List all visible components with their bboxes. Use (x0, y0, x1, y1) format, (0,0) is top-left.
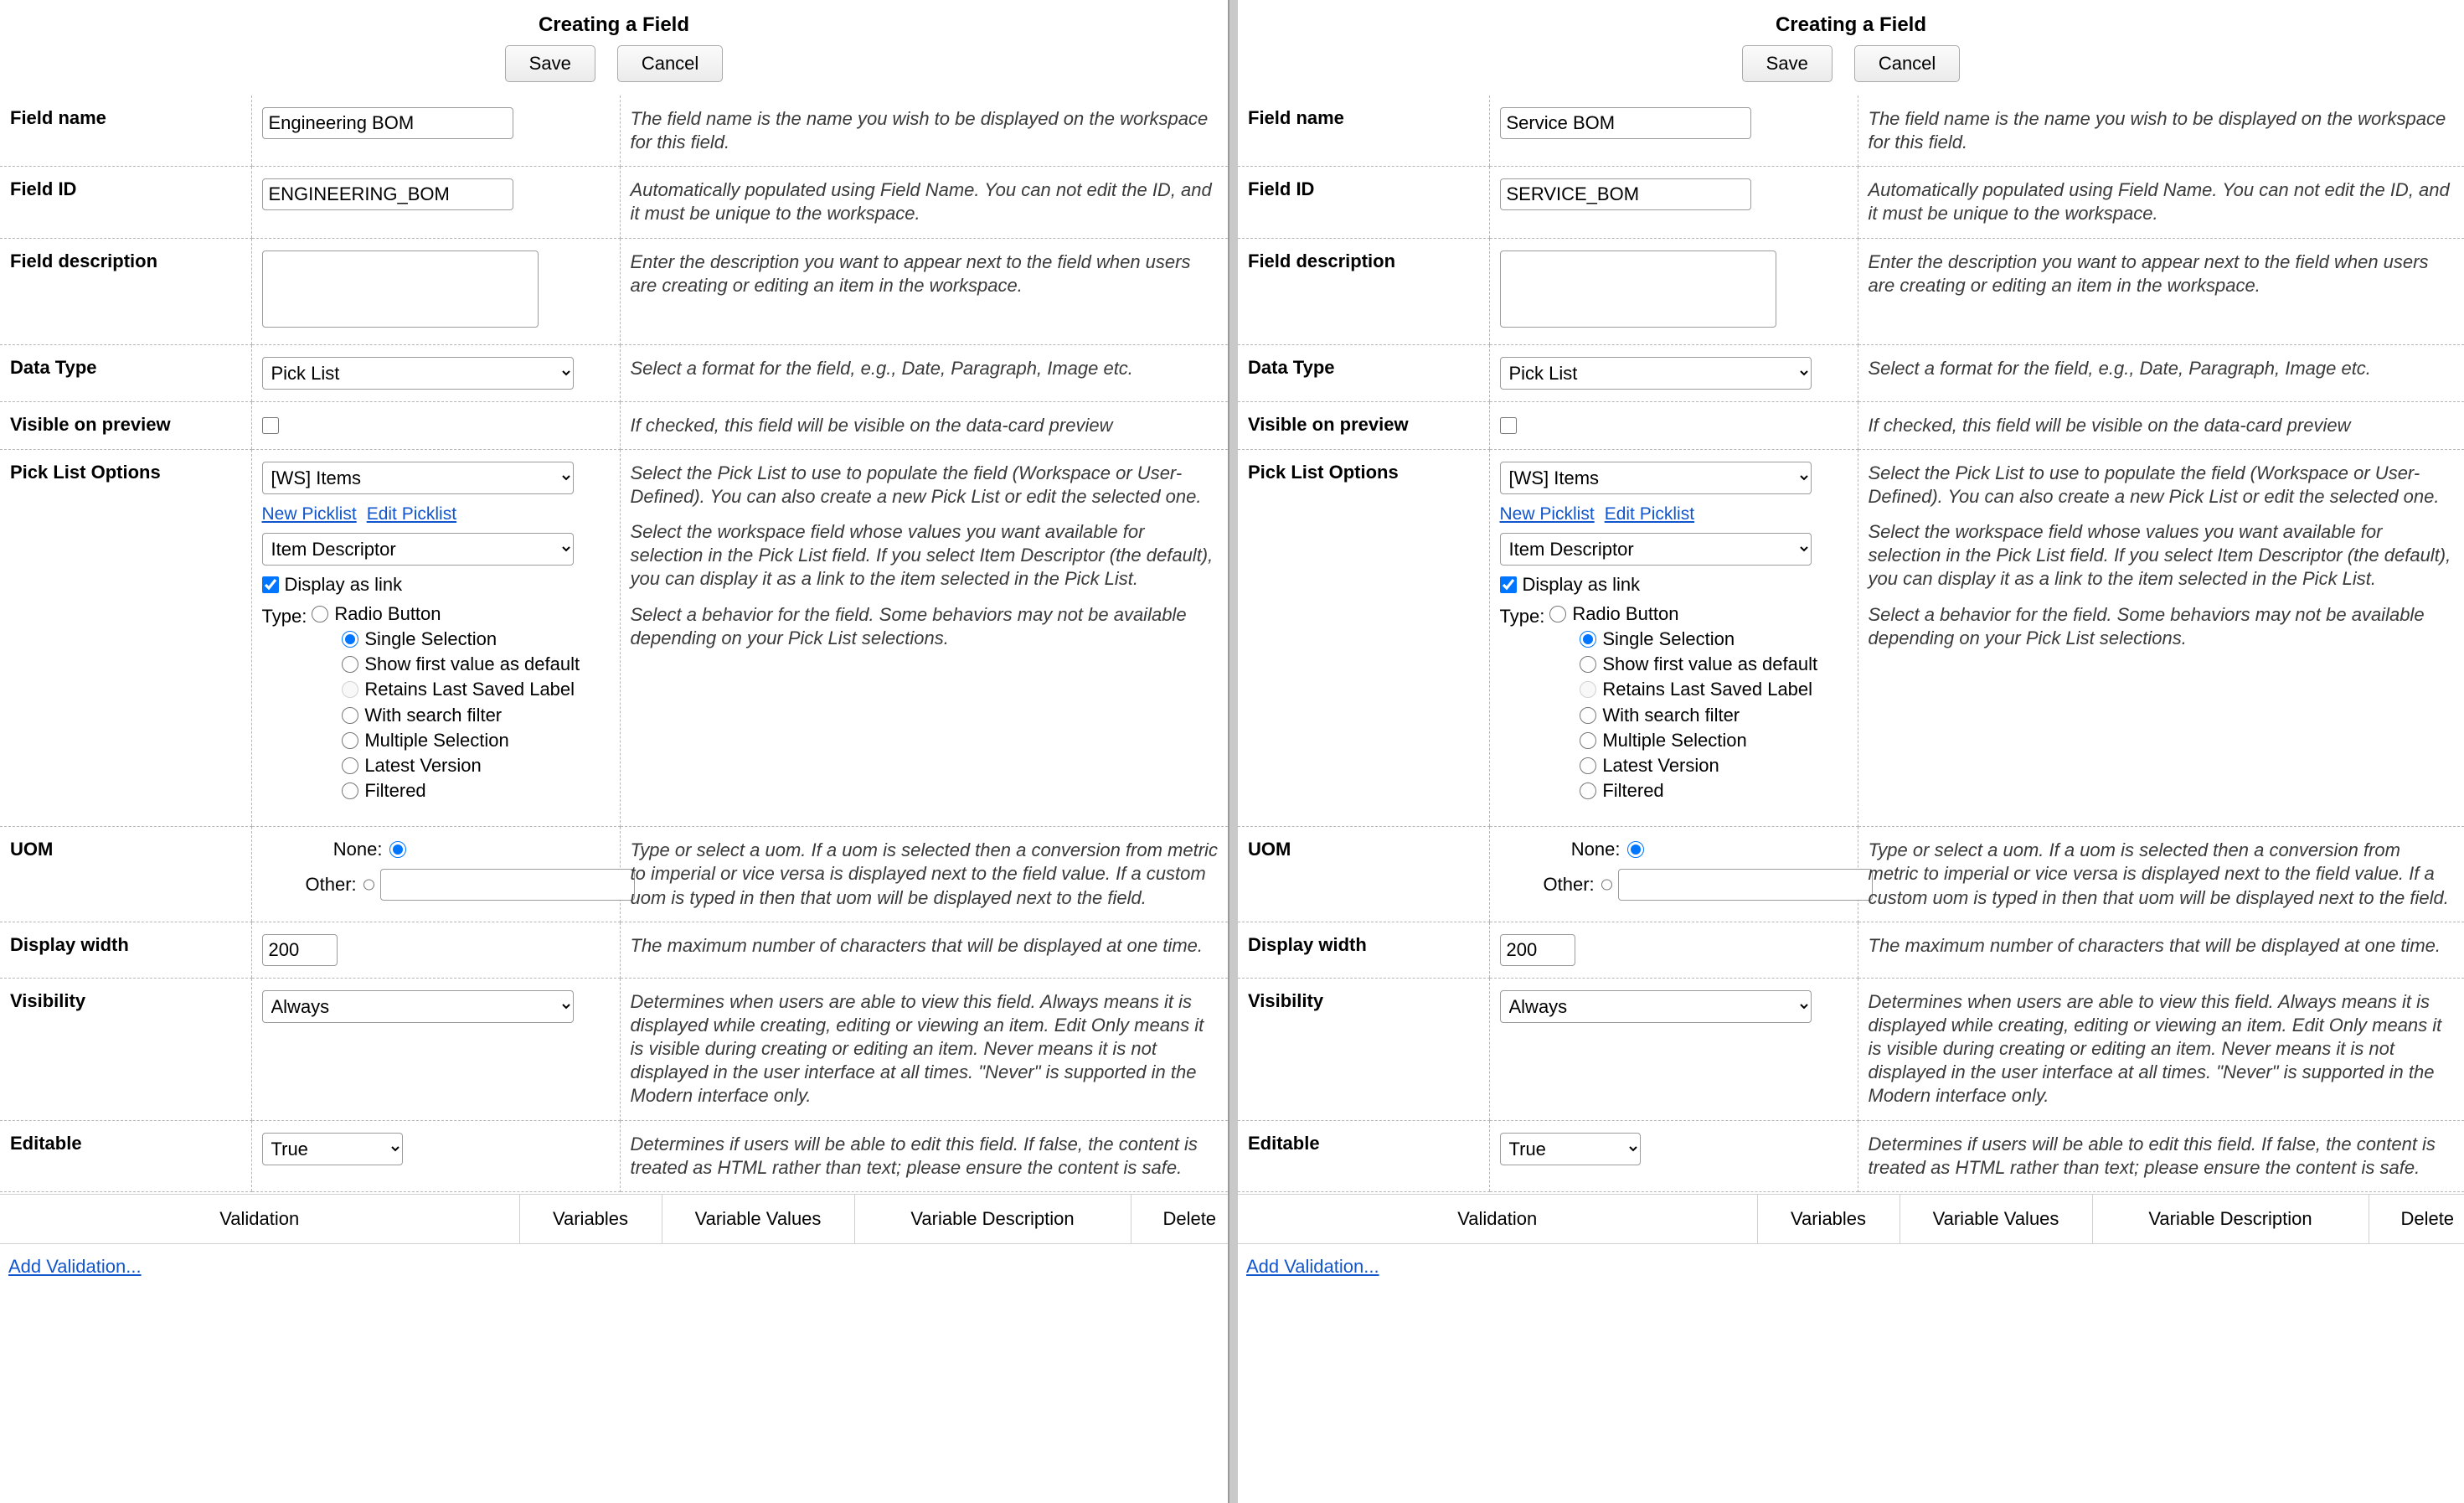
field-id-label: Field ID (0, 167, 251, 238)
picklist-source-select[interactable] (1500, 462, 1812, 494)
row-visible-on-preview (0, 401, 1228, 449)
save-button[interactable]: Save (505, 45, 595, 82)
field-name-input[interactable] (1500, 107, 1751, 139)
type-option-filtered[interactable] (1549, 781, 1817, 801)
pick-list-options-cell (251, 449, 620, 827)
field-id-label: Field ID (1238, 167, 1489, 238)
type-option-label: With search filter (364, 704, 503, 726)
display-width-cell (251, 922, 620, 978)
uom-other-input[interactable] (1618, 869, 1873, 901)
type-option-multiple-selection[interactable] (312, 731, 580, 751)
validation-table (1238, 1194, 2464, 1244)
type-option-show-first-value[interactable] (1549, 654, 1817, 674)
uom-help: Type or select a uom. If a uom is selected then a conversion from metric to imperial or vice versa is displayed next to the field value. If a custom uom is typed in then that uom will be displayed next to the field. (620, 827, 1228, 922)
picklist-help-2: Select the workspace field whose values you want available for selection in the Pick List field. If you select Item Descriptor (the default), you can display it as a link to the item selected in the Pick List. (1868, 521, 2451, 590)
latest-version-radio[interactable] (1580, 757, 1596, 774)
type-option-label: Latest Version (1602, 754, 1719, 776)
picklist-help-3: Select a behavior for the field. Some behaviors may not be available depending on your Pick List selections. (630, 603, 1187, 648)
field-form (1238, 96, 2464, 1192)
type-option-label: Single Selection (364, 628, 497, 649)
visibility-help: Determines when users are able to view this field. Always means it is displayed while creating, editing or viewing an item. Edit Only means it is visible during creating or editing an item. Never means it is not displayed in the user interface at all times. "Never" is supported in the Modern interface only. (620, 978, 1228, 1120)
add-validation-link[interactable]: Add Validation... (1246, 1255, 1379, 1277)
editable-help: Determines if users will be able to edit this field. If false, the content is treated as HTML rather than text; please ensure the content is safe. (1858, 1120, 2464, 1191)
visible-on-preview-checkbox[interactable] (262, 417, 279, 434)
editable-label: Editable (0, 1120, 251, 1191)
validation-table (0, 1194, 1229, 1244)
type-option-label: Radio Button (1572, 602, 1679, 624)
uom-cell (251, 827, 620, 922)
radio-button-radio[interactable] (312, 606, 328, 622)
cancel-button[interactable]: Cancel (617, 45, 723, 82)
visibility-label: Visibility (0, 978, 251, 1120)
row-display-width (0, 922, 1228, 978)
editable-help: Determines if users will be able to edit this field. If false, the content is treated as HTML rather than text; please ensure the content is safe. (620, 1120, 1228, 1191)
type-label: Type: (1499, 605, 1545, 627)
display-width-label: Display width (1238, 922, 1489, 978)
type-row (1500, 604, 1848, 807)
uom-cell (1489, 827, 1858, 922)
type-option-with-search-filter[interactable] (312, 705, 580, 726)
row-uom (1238, 827, 2464, 922)
field-description-label: Field description (0, 238, 251, 344)
show-first-value-radio[interactable] (1580, 656, 1596, 673)
row-editable (1238, 1120, 2464, 1191)
pick-list-options-help (1858, 449, 2464, 827)
picklist-help-1: Select the Pick List to use to populate the field (Workspace or User-Defined). You can also create a new Pick List or edit the selected one. (630, 462, 1202, 507)
add-validation-row (0, 1244, 1228, 1286)
picklist-help-1: Select the Pick List to use to populate the field (Workspace or User-Defined). You can also create a new Pick List or edit the selected one. (1868, 462, 2440, 507)
page-title: Creating a Field (1775, 13, 1927, 36)
visible-on-preview-cell (1489, 401, 1858, 449)
uom-other-radio[interactable] (1601, 876, 1612, 893)
type-option-retains-last-saved-label (312, 679, 580, 700)
multiple-selection-radio[interactable] (1580, 732, 1596, 749)
type-option-label: Retains Last Saved Label (1602, 679, 1813, 700)
validation-col-delete: Delete (1131, 1194, 1229, 1243)
type-option-with-search-filter[interactable] (1549, 705, 1817, 726)
display-as-link-row (1500, 574, 1848, 596)
row-field-description (0, 238, 1228, 344)
display-as-link-label: Display as link (1522, 573, 1641, 595)
display-width-label: Display width (0, 922, 251, 978)
field-id-input[interactable] (1500, 178, 1751, 210)
row-field-name (0, 96, 1228, 167)
uom-other-label: Other: (1543, 874, 1595, 896)
type-option-radio-button[interactable] (312, 604, 580, 624)
visibility-cell (1489, 978, 1858, 1120)
display-as-link-checkbox[interactable] (1500, 576, 1517, 593)
display-width-help: The maximum number of characters that will be displayed at one time. (1858, 922, 2464, 978)
field-id-help: Automatically populated using Field Name. You can not edit the ID, and it must be unique to the workspace. (1858, 167, 2464, 238)
validation-col-variable-description: Variable Description (854, 1194, 1131, 1243)
visibility-label: Visibility (1238, 978, 1489, 1120)
field-name-help: The field name is the name you wish to be displayed on the workspace for this field. (620, 96, 1228, 167)
picklist-field-select[interactable] (1500, 533, 1812, 566)
page-title: Creating a Field (538, 13, 690, 36)
picklist-help-2: Select the workspace field whose values you want available for selection in the Pick List field. If you select Item Descriptor (the default), you can display it as a link to the item selected in the Pick List. (630, 521, 1214, 590)
data-type-label: Data Type (1238, 344, 1489, 401)
row-data-type (1238, 344, 2464, 401)
type-option-label: Retains Last Saved Label (364, 679, 575, 700)
type-option-single-selection[interactable] (1549, 629, 1817, 649)
uom-none-row[interactable] (1544, 839, 1848, 860)
with-search-filter-radio[interactable] (342, 707, 358, 724)
pick-list-options-cell (1489, 449, 1858, 827)
pick-list-options-label: Pick List Options (1238, 449, 1489, 827)
show-first-value-radio[interactable] (342, 656, 358, 673)
field-description-cell (251, 238, 620, 344)
filtered-radio[interactable] (342, 782, 358, 799)
visibility-select[interactable] (262, 990, 574, 1023)
field-name-input[interactable] (262, 107, 513, 139)
picklist-links (1500, 503, 1848, 524)
type-option-filtered[interactable] (312, 781, 580, 801)
display-width-cell (1489, 922, 1858, 978)
type-option-label: Show first value as default (1602, 653, 1818, 675)
picklist-links (262, 503, 610, 524)
type-option-single-selection[interactable] (312, 629, 580, 649)
type-option-multiple-selection[interactable] (1549, 731, 1817, 751)
row-display-width (1238, 922, 2464, 978)
uom-label: UOM (0, 827, 251, 922)
uom-none-row[interactable] (306, 839, 610, 860)
type-option-label: Multiple Selection (1602, 729, 1747, 751)
visible-on-preview-cell (251, 401, 620, 449)
form-action-bar (1238, 45, 2464, 96)
left-pane (0, 0, 1229, 1503)
row-field-description (1238, 238, 2464, 344)
validation-col-validation: Validation (1238, 1194, 1757, 1243)
data-type-cell (1489, 344, 1858, 401)
type-option-label: With search filter (1602, 704, 1740, 726)
picklist-help-3: Select a behavior for the field. Some behaviors may not be available depending on your Pick List selections. (1868, 603, 2425, 648)
type-option-radio-button[interactable] (1549, 604, 1817, 624)
field-description-help: Enter the description you want to appear next to the field when users are creating or editing an item in the workspace. (1858, 238, 2464, 344)
type-option-label: Radio Button (334, 602, 441, 624)
display-width-help: The maximum number of characters that will be displayed at one time. (620, 922, 1228, 978)
display-as-link-label: Display as link (284, 573, 403, 595)
uom-none-label: None: (332, 839, 383, 860)
uom-none-radio[interactable] (389, 841, 406, 858)
field-description-textarea[interactable] (262, 250, 539, 328)
uom-other-row[interactable] (1544, 869, 1848, 901)
editable-select[interactable] (1500, 1133, 1641, 1165)
filtered-radio[interactable] (1580, 782, 1596, 799)
multiple-selection-radio[interactable] (342, 732, 358, 749)
new-picklist-link[interactable]: New Picklist (261, 504, 357, 524)
display-as-link-checkbox[interactable] (262, 576, 279, 593)
type-option-label: Latest Version (364, 754, 482, 776)
cancel-button[interactable]: Cancel (1854, 45, 1960, 82)
visible-on-preview-help: If checked, this field will be visible on the data-card preview (1858, 401, 2464, 449)
data-type-help: Select a format for the field, e.g., Date, Paragraph, Image etc. (1858, 344, 2464, 401)
type-row (262, 604, 610, 807)
field-form (0, 96, 1228, 1192)
pane-divider (1229, 0, 1238, 1503)
field-name-cell (1489, 96, 1858, 167)
type-radio-group (1549, 604, 1817, 807)
field-id-help: Automatically populated using Field Name. You can not edit the ID, and it must be unique to the workspace. (620, 167, 1228, 238)
field-description-label: Field description (1238, 238, 1489, 344)
visibility-select[interactable] (1500, 990, 1812, 1023)
editable-select[interactable] (262, 1133, 403, 1165)
uom-none-radio[interactable] (1627, 841, 1644, 858)
type-option-label: Single Selection (1602, 628, 1735, 649)
row-pick-list-options (0, 449, 1228, 827)
visibility-cell (251, 978, 620, 1120)
validation-header-row (1238, 1194, 2464, 1243)
add-validation-row (1238, 1244, 2464, 1286)
field-id-input[interactable] (262, 178, 513, 210)
retains-last-saved-label-radio (1580, 681, 1596, 698)
field-id-cell (251, 167, 620, 238)
new-picklist-link[interactable]: New Picklist (1499, 504, 1595, 524)
picklist-source-select[interactable] (262, 462, 574, 494)
data-type-label: Data Type (0, 344, 251, 401)
right-pane (1238, 0, 2464, 1503)
pick-list-options-help (620, 449, 1228, 827)
row-field-id (1238, 167, 2464, 238)
radio-button-radio[interactable] (1549, 606, 1566, 622)
type-option-retains-last-saved-label (1549, 679, 1817, 700)
retains-last-saved-label-radio (342, 681, 358, 698)
validation-col-delete: Delete (2369, 1194, 2464, 1243)
field-description-help: Enter the description you want to appear next to the field when users are creating or editing an item in the workspace. (620, 238, 1228, 344)
visibility-help: Determines when users are able to view this field. Always means it is displayed while creating, editing or viewing an item. Edit Only means it is visible during creating or editing an item. Never means it is not displayed in the user interface at all times. "Never" is supported in the Modern interface only. (1858, 978, 2464, 1120)
row-visibility (1238, 978, 2464, 1120)
type-option-label: Multiple Selection (364, 729, 509, 751)
validation-col-validation: Validation (0, 1194, 519, 1243)
display-width-input[interactable] (262, 934, 338, 966)
validation-col-variable-values: Variable Values (662, 1194, 854, 1243)
single-selection-radio[interactable] (342, 631, 358, 648)
save-button[interactable]: Save (1742, 45, 1833, 82)
picklist-field-select[interactable] (262, 533, 574, 566)
uom-help: Type or select a uom. If a uom is selected then a conversion from metric to imperial or vice versa is displayed next to the field value. If a custom uom is typed in then that uom will be displayed next to the field. (1858, 827, 2464, 922)
validation-header-row (0, 1194, 1229, 1243)
type-option-show-first-value[interactable] (312, 654, 580, 674)
row-field-id (0, 167, 1228, 238)
visible-on-preview-label: Visible on preview (0, 401, 251, 449)
field-description-textarea[interactable] (1500, 250, 1776, 328)
uom-other-input[interactable] (380, 869, 635, 901)
row-visible-on-preview (1238, 401, 2464, 449)
data-type-select[interactable] (262, 357, 574, 390)
type-option-label: Filtered (1602, 780, 1664, 802)
row-uom (0, 827, 1228, 922)
uom-other-radio[interactable] (363, 876, 374, 893)
row-editable (0, 1120, 1228, 1191)
row-visibility (0, 978, 1228, 1120)
field-description-cell (1489, 238, 1858, 344)
validation-col-variable-description: Variable Description (2092, 1194, 2369, 1243)
type-label: Type: (261, 605, 307, 627)
editable-label: Editable (1238, 1120, 1489, 1191)
with-search-filter-radio[interactable] (1580, 707, 1596, 724)
row-data-type (0, 344, 1228, 401)
data-type-cell (251, 344, 620, 401)
visible-on-preview-checkbox[interactable] (1500, 417, 1517, 434)
display-as-link-row (262, 574, 610, 596)
field-name-label: Field name (1238, 96, 1489, 167)
edit-picklist-link[interactable]: Edit Picklist (366, 504, 457, 524)
field-name-help: The field name is the name you wish to be displayed on the workspace for this field. (1858, 96, 2464, 167)
field-id-cell (1489, 167, 1858, 238)
type-option-latest-version[interactable] (312, 756, 580, 776)
type-option-latest-version[interactable] (1549, 756, 1817, 776)
latest-version-radio[interactable] (342, 757, 358, 774)
editable-cell (251, 1120, 620, 1191)
display-width-input[interactable] (1500, 934, 1575, 966)
validation-col-variable-values: Variable Values (1900, 1194, 2092, 1243)
uom-other-label: Other: (305, 874, 357, 896)
uom-other-row[interactable] (306, 869, 610, 901)
row-pick-list-options (1238, 449, 2464, 827)
field-name-label: Field name (0, 96, 251, 167)
validation-col-variables: Variables (519, 1194, 662, 1243)
type-radio-group (312, 604, 580, 807)
edit-picklist-link[interactable]: Edit Picklist (1604, 504, 1695, 524)
add-validation-link[interactable]: Add Validation... (8, 1255, 142, 1277)
type-option-label: Show first value as default (364, 653, 580, 675)
visible-on-preview-label: Visible on preview (1238, 401, 1489, 449)
single-selection-radio[interactable] (1580, 631, 1596, 648)
form-action-bar (0, 45, 1228, 96)
pick-list-options-label: Pick List Options (0, 449, 251, 827)
field-name-cell (251, 96, 620, 167)
type-option-label: Filtered (364, 780, 426, 802)
row-field-name (1238, 96, 2464, 167)
data-type-help: Select a format for the field, e.g., Date, Paragraph, Image etc. (620, 344, 1228, 401)
visible-on-preview-help: If checked, this field will be visible on the data-card preview (620, 401, 1228, 449)
editable-cell (1489, 1120, 1858, 1191)
validation-col-variables: Variables (1757, 1194, 1900, 1243)
uom-none-label: None: (1570, 839, 1621, 860)
uom-label: UOM (1238, 827, 1489, 922)
data-type-select[interactable] (1500, 357, 1812, 390)
